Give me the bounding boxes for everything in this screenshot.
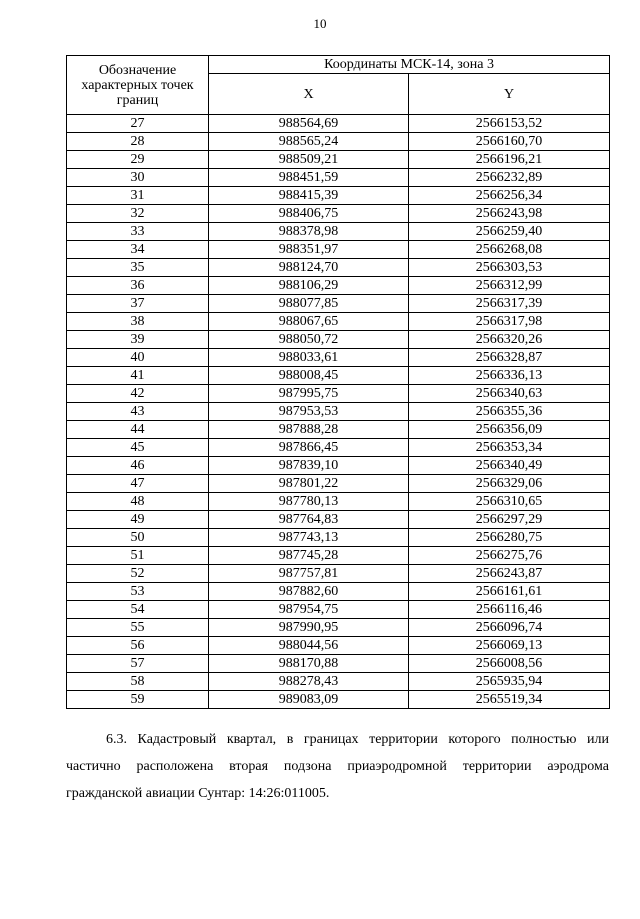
point-number-cell: 27 bbox=[67, 115, 209, 133]
x-coordinate-cell: 988106,29 bbox=[209, 277, 409, 295]
x-coordinate-cell: 987764,83 bbox=[209, 511, 409, 529]
table-row bbox=[67, 583, 610, 601]
y-coordinate-cell: 2566340,63 bbox=[409, 385, 610, 403]
coordinates-table bbox=[66, 55, 610, 709]
coordinates-table-body bbox=[67, 115, 610, 709]
table-row bbox=[67, 493, 610, 511]
y-coordinate-cell: 2566303,53 bbox=[409, 259, 610, 277]
table-row bbox=[67, 349, 610, 367]
x-coordinate-cell: 987888,28 bbox=[209, 421, 409, 439]
x-coordinate-cell: 988415,39 bbox=[209, 187, 409, 205]
point-number-cell: 54 bbox=[67, 601, 209, 619]
x-coordinate-cell: 987953,53 bbox=[209, 403, 409, 421]
point-number-cell: 52 bbox=[67, 565, 209, 583]
x-coordinate-cell: 988451,59 bbox=[209, 169, 409, 187]
x-coordinate-cell: 988067,65 bbox=[209, 313, 409, 331]
y-coordinate-cell: 2566160,70 bbox=[409, 133, 610, 151]
table-row bbox=[67, 115, 610, 133]
x-coordinate-cell: 988278,43 bbox=[209, 673, 409, 691]
table-row bbox=[67, 511, 610, 529]
point-number-cell: 29 bbox=[67, 151, 209, 169]
point-number-cell: 50 bbox=[67, 529, 209, 547]
table-row bbox=[67, 313, 610, 331]
y-coordinate-cell: 2565519,34 bbox=[409, 691, 610, 709]
x-coordinate-cell: 988406,75 bbox=[209, 205, 409, 223]
x-coordinate-cell: 987757,81 bbox=[209, 565, 409, 583]
table-row bbox=[67, 529, 610, 547]
x-coordinate-cell: 987801,22 bbox=[209, 475, 409, 493]
x-coordinate-cell: 988077,85 bbox=[209, 295, 409, 313]
y-coordinate-cell: 2566008,56 bbox=[409, 655, 610, 673]
y-coordinate-cell: 2566310,65 bbox=[409, 493, 610, 511]
point-number-cell: 40 bbox=[67, 349, 209, 367]
point-number-cell: 59 bbox=[67, 691, 209, 709]
table-row bbox=[67, 637, 610, 655]
y-coordinate-cell: 2566116,46 bbox=[409, 601, 610, 619]
y-coordinate-cell: 2566329,06 bbox=[409, 475, 610, 493]
x-coordinate-cell: 987743,13 bbox=[209, 529, 409, 547]
x-coordinate-cell: 987745,28 bbox=[209, 547, 409, 565]
table-row bbox=[67, 655, 610, 673]
y-coordinate-cell: 2566232,89 bbox=[409, 169, 610, 187]
table-row bbox=[67, 475, 610, 493]
point-number-cell: 45 bbox=[67, 439, 209, 457]
point-number-cell: 37 bbox=[67, 295, 209, 313]
x-coordinate-cell: 988124,70 bbox=[209, 259, 409, 277]
table-row bbox=[67, 547, 610, 565]
table-row bbox=[67, 295, 610, 313]
point-number-cell: 32 bbox=[67, 205, 209, 223]
point-number-cell: 58 bbox=[67, 673, 209, 691]
table-row bbox=[67, 619, 610, 637]
y-coordinate-cell: 2566280,75 bbox=[409, 529, 610, 547]
table-row bbox=[67, 367, 610, 385]
table-row bbox=[67, 601, 610, 619]
y-coordinate-cell: 2566243,98 bbox=[409, 205, 610, 223]
header-point-designation: Обозначение характерных точек границ bbox=[67, 56, 209, 115]
point-number-cell: 48 bbox=[67, 493, 209, 511]
x-coordinate-cell: 987780,13 bbox=[209, 493, 409, 511]
y-coordinate-cell: 2566356,09 bbox=[409, 421, 610, 439]
header-x: X bbox=[209, 74, 409, 115]
point-number-cell: 44 bbox=[67, 421, 209, 439]
x-coordinate-cell: 988044,56 bbox=[209, 637, 409, 655]
table-row bbox=[67, 565, 610, 583]
table-row bbox=[67, 673, 610, 691]
point-number-cell: 53 bbox=[67, 583, 209, 601]
x-coordinate-cell: 988564,69 bbox=[209, 115, 409, 133]
point-number-cell: 57 bbox=[67, 655, 209, 673]
table-row bbox=[67, 223, 610, 241]
x-coordinate-cell: 988565,24 bbox=[209, 133, 409, 151]
table-row bbox=[67, 331, 610, 349]
point-number-cell: 33 bbox=[67, 223, 209, 241]
point-number-cell: 47 bbox=[67, 475, 209, 493]
x-coordinate-cell: 987990,95 bbox=[209, 619, 409, 637]
x-coordinate-cell: 987995,75 bbox=[209, 385, 409, 403]
point-number-cell: 30 bbox=[67, 169, 209, 187]
x-coordinate-cell: 988378,98 bbox=[209, 223, 409, 241]
point-number-cell: 55 bbox=[67, 619, 209, 637]
table-row bbox=[67, 241, 610, 259]
table-row bbox=[67, 403, 610, 421]
y-coordinate-cell: 2566320,26 bbox=[409, 331, 610, 349]
x-coordinate-cell: 988050,72 bbox=[209, 331, 409, 349]
table-row bbox=[67, 691, 610, 709]
table-row bbox=[67, 457, 610, 475]
point-number-cell: 46 bbox=[67, 457, 209, 475]
point-number-cell: 42 bbox=[67, 385, 209, 403]
y-coordinate-cell: 2566096,74 bbox=[409, 619, 610, 637]
x-coordinate-cell: 988008,45 bbox=[209, 367, 409, 385]
y-coordinate-cell: 2566328,87 bbox=[409, 349, 610, 367]
y-coordinate-cell: 2566243,87 bbox=[409, 565, 610, 583]
table-row bbox=[67, 205, 610, 223]
y-coordinate-cell: 2566259,40 bbox=[409, 223, 610, 241]
y-coordinate-cell: 2566069,13 bbox=[409, 637, 610, 655]
x-coordinate-cell: 987882,60 bbox=[209, 583, 409, 601]
y-coordinate-cell: 2566355,36 bbox=[409, 403, 610, 421]
point-number-cell: 36 bbox=[67, 277, 209, 295]
point-number-cell: 49 bbox=[67, 511, 209, 529]
x-coordinate-cell: 987839,10 bbox=[209, 457, 409, 475]
point-number-cell: 31 bbox=[67, 187, 209, 205]
y-coordinate-cell: 2565935,94 bbox=[409, 673, 610, 691]
point-number-cell: 34 bbox=[67, 241, 209, 259]
x-coordinate-cell: 987866,45 bbox=[209, 439, 409, 457]
point-number-cell: 28 bbox=[67, 133, 209, 151]
y-coordinate-cell: 2566312,99 bbox=[409, 277, 610, 295]
paragraph-6-3: 6.3. Кадастровый квартал, в границах территории которого полностью или частично расположена вторая подзона приаэродромной территории аэродрома гражданской авиации Сунтар: 14:26:011005. bbox=[66, 732, 609, 801]
point-number-cell: 35 bbox=[67, 259, 209, 277]
y-coordinate-cell: 2566353,34 bbox=[409, 439, 610, 457]
point-number-cell: 51 bbox=[67, 547, 209, 565]
table-row bbox=[67, 259, 610, 277]
table-row bbox=[67, 169, 610, 187]
y-coordinate-cell: 2566153,52 bbox=[409, 115, 610, 133]
header-coordinate-system: Координаты МСК-14, зона 3 bbox=[209, 56, 610, 74]
table-row bbox=[67, 187, 610, 205]
point-number-cell: 56 bbox=[67, 637, 209, 655]
x-coordinate-cell: 988033,61 bbox=[209, 349, 409, 367]
y-coordinate-cell: 2566196,21 bbox=[409, 151, 610, 169]
x-coordinate-cell: 988351,97 bbox=[209, 241, 409, 259]
x-coordinate-cell: 988170,88 bbox=[209, 655, 409, 673]
table-row bbox=[67, 277, 610, 295]
table-row bbox=[67, 421, 610, 439]
y-coordinate-cell: 2566275,76 bbox=[409, 547, 610, 565]
y-coordinate-cell: 2566161,61 bbox=[409, 583, 610, 601]
x-coordinate-cell: 988509,21 bbox=[209, 151, 409, 169]
y-coordinate-cell: 2566317,39 bbox=[409, 295, 610, 313]
x-coordinate-cell: 987954,75 bbox=[209, 601, 409, 619]
y-coordinate-cell: 2566340,49 bbox=[409, 457, 610, 475]
header-y: Y bbox=[409, 74, 610, 115]
point-number-cell: 38 bbox=[67, 313, 209, 331]
table-row bbox=[67, 439, 610, 457]
point-number-cell: 43 bbox=[67, 403, 209, 421]
page-number: 10 bbox=[313, 16, 327, 31]
y-coordinate-cell: 2566317,98 bbox=[409, 313, 610, 331]
table-row bbox=[67, 151, 610, 169]
point-number-cell: 41 bbox=[67, 367, 209, 385]
point-number-cell: 39 bbox=[67, 331, 209, 349]
y-coordinate-cell: 2566256,34 bbox=[409, 187, 610, 205]
y-coordinate-cell: 2566268,08 bbox=[409, 241, 610, 259]
table-row bbox=[67, 133, 610, 151]
y-coordinate-cell: 2566297,29 bbox=[409, 511, 610, 529]
x-coordinate-cell: 989083,09 bbox=[209, 691, 409, 709]
y-coordinate-cell: 2566336,13 bbox=[409, 367, 610, 385]
table-row bbox=[67, 385, 610, 403]
